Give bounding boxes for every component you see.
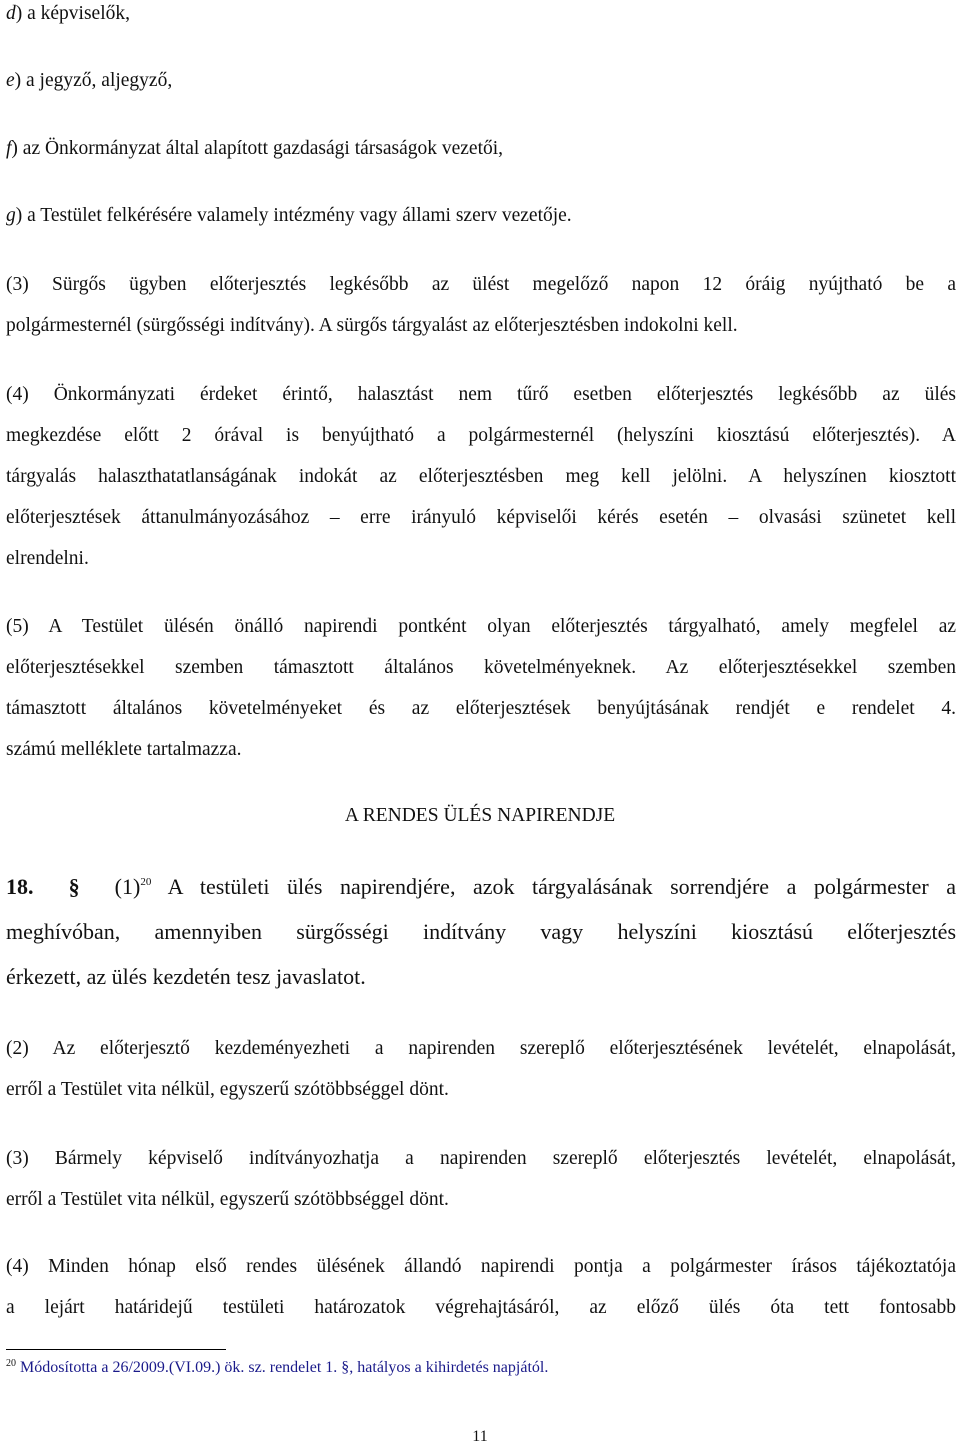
section-number: 18. [6,874,34,899]
s18-para3-line: erről a Testület vita nélkül, egyszerű szótöbbséggel dönt. [6,1189,449,1210]
section-symbol: § [68,874,80,899]
s18-para4-line: (4) Minden hónap első rendes ülésének állandó napirendi pontja a polgármester írásos tájékoztatója [6,1256,956,1277]
footnote-text: Módosította a 26/2009.(VI.09.) ök. sz. rendelet 1. §, hatályos a kihirdetés napjától. [16,1359,549,1376]
para4-line: elrendelni. [6,548,89,569]
section18-line1 [6,872,956,902]
subsection-label: (1) [114,874,141,899]
item-e [6,68,956,94]
s18-para3-line: (3) Bármely képviselő indítványozhatja a napirenden szereplő előterjesztés levételét, elnapolását, [6,1148,956,1169]
para3-line: polgármesternél (sürgősségi indítvány). A sürgős tárgyalást az előterjesztésben indokolni kell. [6,315,738,336]
item-f [6,136,956,162]
s18-para2-line: (2) Az előterjesztő kezdeményezheti a napirenden szereplő előterjesztésének levételét, elnapolását, [6,1038,956,1059]
section18-line2: meghívóban, amennyiben sürgősségi indítvány vagy helyszíni kiosztású előterjesztés [6,919,956,944]
item-g [6,203,956,229]
item-text: ) az Önkormányzat által alapított gazdasági társaságok vezetői, [11,138,504,159]
item-text: ) a Testület felkérésére valamely intézmény vagy állami szerv vezetője. [15,205,572,226]
item-marker: g [6,205,16,226]
s18-para4-line: a lejárt határidejű testületi határozatok végrehajtásáról, az előző ülés óta tett fontosabb [6,1297,956,1318]
para5-line: számú melléklete tartalmazza. [6,739,242,760]
item-text: ) a képviselők, [15,3,131,24]
footnote [6,1358,548,1378]
s18-para2-line: erről a Testület vita nélkül, egyszerű szótöbbséggel dönt. [6,1079,449,1100]
footnote-ref[interactable]: 20 [140,876,152,888]
item-d [6,1,956,27]
footnote-separator [6,1349,226,1350]
para4-line: megkezdése előtt 2 órával is benyújtható a polgármesternél (helyszíni kiosztású előterjesztés). A [6,425,956,446]
page-number: 11 [472,1428,488,1445]
item-marker: f [6,138,12,159]
item-marker: d [6,3,16,24]
para4-line: (4) Önkormányzati érdeket érintő, halasztást nem tűrő esetben előterjesztés legkésőbb az ülés [6,384,956,405]
section-heading: A RENDES ÜLÉS NAPIRENDJE [344,805,616,826]
para4-line: előterjesztések áttanulmányozásához – erre irányuló képviselői kérés esetén – olvasási szünetet kell [6,507,956,528]
section18-text: A testületi ülés napirendjére, azok tárgyalásának sorrendjére a polgármester a [167,874,957,899]
section18-line3: érkezett, az ülés kezdetén tesz javaslatot. [6,964,366,989]
para5-line: (5) A Testület ülésén önálló napirendi pontként olyan előterjesztés tárgyalható, amely megfelel az [6,616,956,637]
para4-line: tárgyalás halaszthatatlanságának indokát az előterjesztésben meg kell jelölni. A helyszínen kiosztott [6,466,956,487]
item-marker: e [6,70,15,91]
para3-line: (3) Sürgős ügyben előterjesztés legkésőbb az ülést megelőző napon 12 óráig nyújtható be a [6,274,956,295]
para5-line: támasztott általános követelményeket és az előterjesztések benyújtásának rendjét e rendelet 4. [6,698,956,719]
footnote-number: 20 [6,1358,16,1369]
para5-line: előterjesztésekkel szemben támasztott általános követelményeknek. Az előterjesztésekkel szemben [6,657,956,678]
item-text: ) a jegyző, aljegyző, [14,70,173,91]
